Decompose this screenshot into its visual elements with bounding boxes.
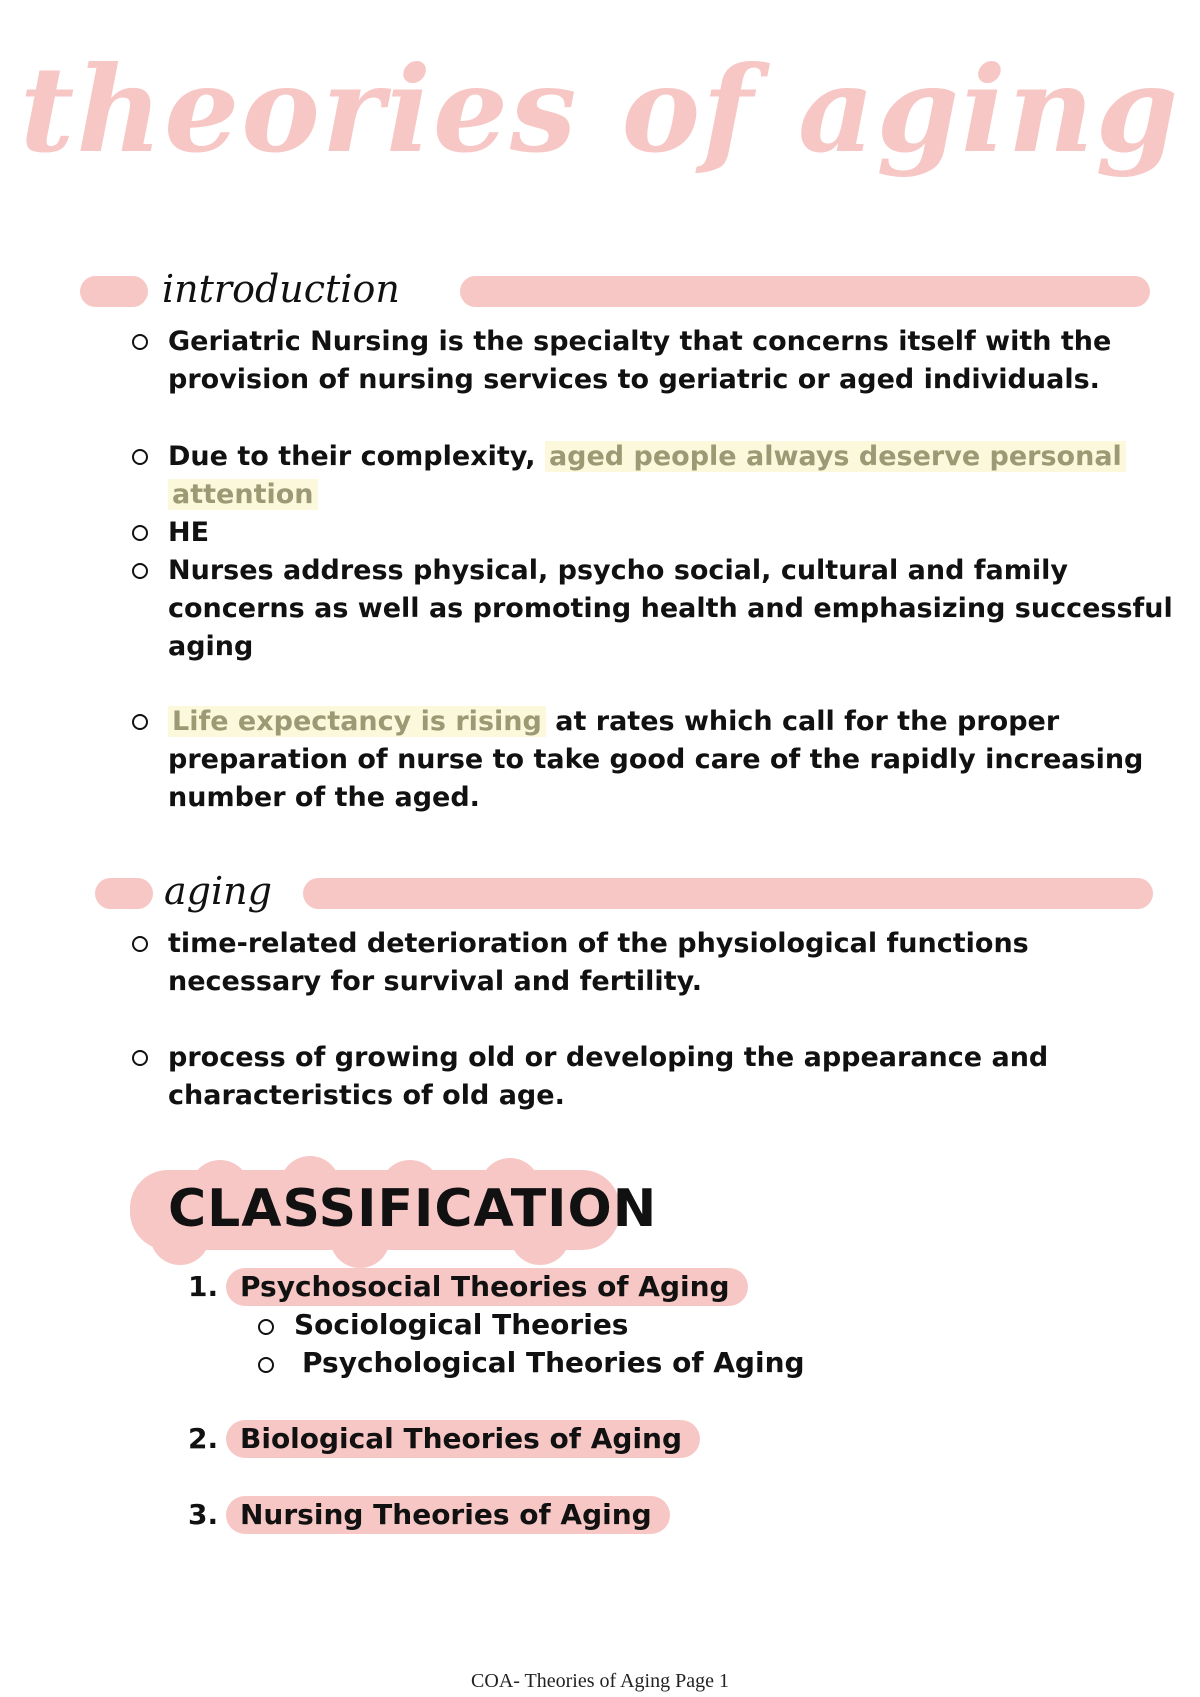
- bullet-line: concerns as well as promoting health and emphasizing successful: [168, 593, 1173, 624]
- item-number: 2.: [188, 1422, 219, 1455]
- bullet-line: number of the aged.: [168, 782, 480, 813]
- section-bar-right: [303, 878, 1153, 909]
- bullet-circle-icon: [132, 714, 148, 730]
- intro-bullet-1: [132, 323, 1172, 399]
- classification-heading: CLASSIFICATION: [168, 1179, 658, 1239]
- bullet-circle-icon: [132, 449, 148, 465]
- subitem-label: Sociological Theories: [294, 1308, 629, 1341]
- page-title: theories of aging: [19, 40, 1181, 179]
- item-number: 3.: [188, 1498, 219, 1531]
- page-footer: COA- Theories of Aging Page 1: [471, 1670, 729, 1692]
- bullet-line: preparation of nurse to take good care of the rapidly increasing: [168, 744, 1144, 775]
- bullet-circle-icon: [132, 936, 148, 952]
- aging-bullet-1: [132, 925, 1172, 1001]
- item-label: Psychosocial Theories of Aging: [226, 1268, 748, 1306]
- bullet-circle-icon: [132, 563, 148, 579]
- subitem-label: Psychological Theories of Aging: [302, 1346, 805, 1379]
- bullet-text: at rates which call for the proper: [545, 706, 1060, 737]
- bullet-text: Due to their complexity,: [168, 441, 545, 472]
- bullet-line: provision of nursing services to geriatric or aged individuals.: [168, 364, 1100, 395]
- item-label: Biological Theories of Aging: [226, 1420, 700, 1458]
- aging-heading: aging: [164, 869, 272, 913]
- intro-bullet-4: [132, 552, 1172, 666]
- highlighted-text: attention: [168, 479, 318, 510]
- bullet-circle-icon: [132, 525, 148, 541]
- introduction-heading: introduction: [162, 267, 400, 311]
- bullet-line: HE: [168, 517, 210, 548]
- section-bar-left: [80, 276, 148, 307]
- aging-bullet-2: [132, 1039, 1172, 1115]
- section-bar-right: [460, 276, 1150, 307]
- item-number: 1.: [188, 1270, 219, 1303]
- section-bar-left: [95, 878, 153, 909]
- bullet-line: aging: [168, 631, 254, 662]
- bullet-circle-icon: [132, 334, 148, 350]
- bullet-line: characteristics of old age.: [168, 1080, 565, 1111]
- bullet-line: necessary for survival and fertility.: [168, 966, 702, 997]
- classification-heading-block: [130, 1160, 658, 1255]
- bullet-circle-icon: [258, 1357, 274, 1373]
- bullet-line: time-related deterioration of the physiological functions: [168, 928, 1029, 959]
- highlighted-text: Life expectancy is rising: [168, 706, 546, 737]
- item-label: Nursing Theories of Aging: [226, 1496, 670, 1534]
- bullet-circle-icon: [132, 1050, 148, 1066]
- bullet-line: Nurses address physical, psycho social, cultural and family: [168, 555, 1069, 586]
- intro-bullet-3: [132, 514, 1172, 552]
- bullet-line: process of growing old or developing the appearance and: [168, 1042, 1049, 1073]
- bullet-circle-icon: [258, 1319, 274, 1335]
- highlighted-text: aged people always deserve personal: [545, 441, 1126, 472]
- bullet-line: Geriatric Nursing is the specialty that concerns itself with the: [168, 326, 1112, 357]
- intro-bullet-5: [132, 703, 1172, 817]
- intro-bullet-2: [132, 438, 1172, 514]
